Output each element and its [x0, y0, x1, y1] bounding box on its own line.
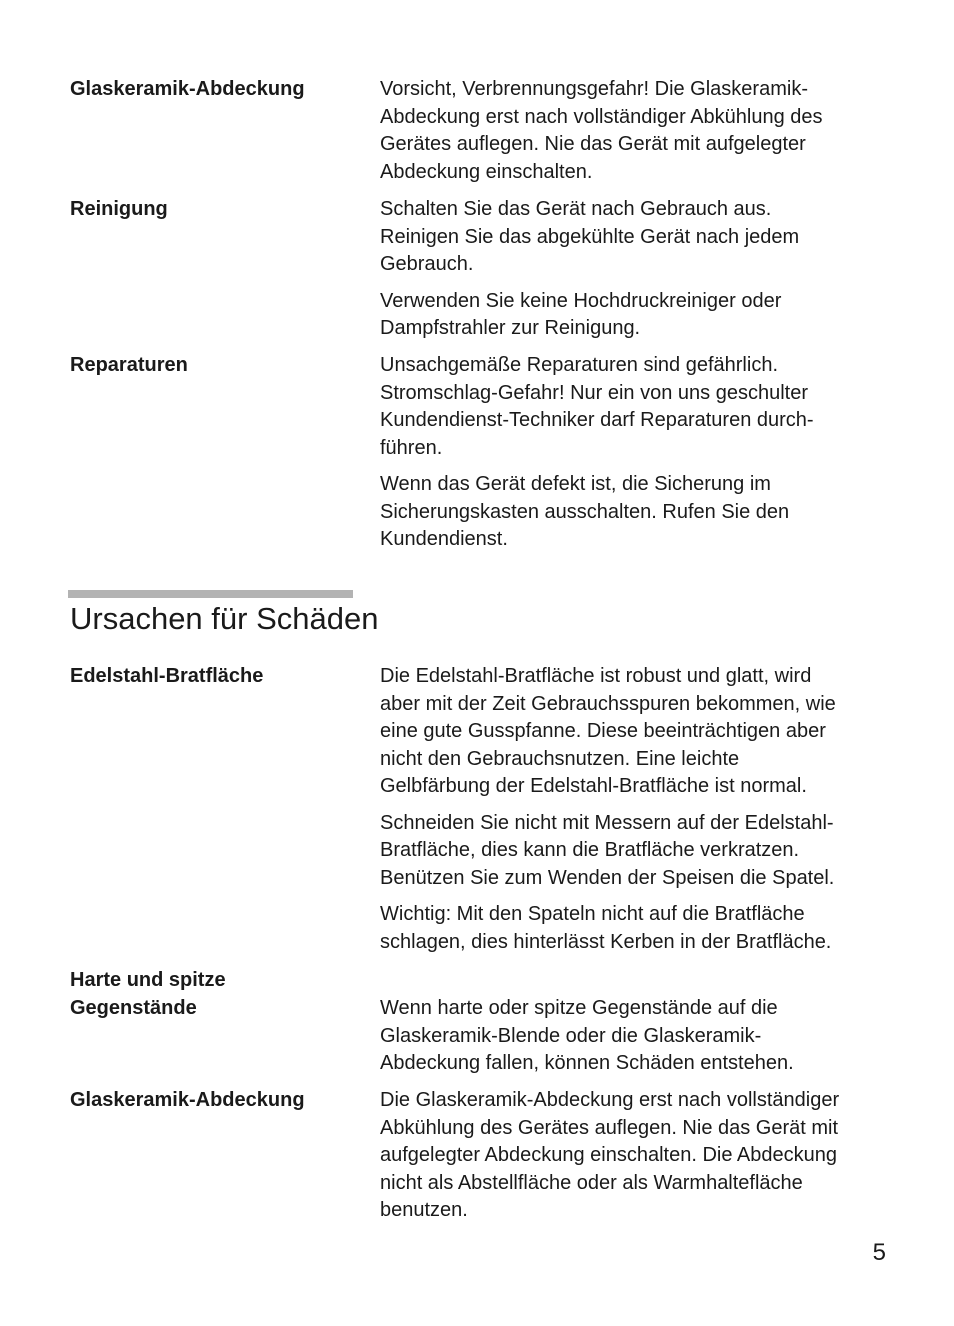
- entry-label: Edelstahl-Bratfläche: [70, 665, 264, 687]
- section-heading: Ursachen für Schäden: [70, 601, 379, 636]
- entry-label: Reparaturen: [70, 354, 188, 376]
- paragraph: Wenn harte oder spitze Gegenstände auf die Glaskeramik-Blende oder die Glaskeramik- Abdeckung fallen, können Schäden entstehen.: [380, 997, 794, 1074]
- paragraph: Vorsicht, Verbrennungsgefahr! Die Glaskeramik- Abdeckung erst nach vollständiger Abkühlung des Gerätes auflegen. Nie das Gerät mit aufgelegter Abdeckung einschalten.: [380, 78, 823, 183]
- entry-text: [380, 352, 880, 563]
- entry-label: Reinigung: [70, 198, 168, 220]
- paragraph: Wenn das Gerät defekt ist, die Sicherung im Sicherungskasten ausschalten. Rufen Sie den Kundendienst.: [380, 473, 790, 550]
- paragraph: Verwenden Sie keine Hochdruckreiniger oder Dampfstrahler zur Reinigung.: [380, 289, 782, 339]
- entry-text: [380, 663, 880, 965]
- entry-label: Glaskeramik-Abdeckung: [70, 1089, 305, 1111]
- entry-label: Harte und spitze Gegenstände: [70, 969, 226, 1019]
- paragraph: Die Edelstahl-Bratfläche ist robust und glatt, wird aber mit der Zeit Gebrauchsspuren bekommen, wie eine gute Gusspfanne. Diese beeinträchtigen aber nicht den Gebrauchsnutzen. Eine leichte Gelbfärbung der Edelstahl-Bratfläche ist normal.: [380, 665, 836, 797]
- page-number: 5: [872, 1239, 886, 1266]
- entry-text: [380, 995, 880, 1087]
- section-divider: [68, 590, 353, 598]
- paragraph: Schneiden Sie nicht mit Messern auf der Edelstahl- Bratfläche, dies kann die Bratfläche verkratzen. Benützen Sie zum Wenden der Speisen die Spatel.: [380, 811, 835, 889]
- entry-text: [380, 76, 880, 195]
- paragraph: Unsachgemäße Reparaturen sind gefährlich. Stromschlag-Gefahr! Nur ein von uns geschulter Kundendienst-Techniker darf Reparaturen durch- führen.: [380, 354, 814, 459]
- entry-label: Glaskeramik-Abdeckung: [70, 78, 305, 100]
- entry-text: [380, 1087, 880, 1234]
- paragraph: Schalten Sie das Gerät nach Gebrauch aus. Reinigen Sie das abgekühlte Gerät nach jedem Gebrauch.: [380, 198, 800, 275]
- entry-text: [380, 196, 880, 352]
- paragraph: Wichtig: Mit den Spateln nicht auf die Bratfläche schlagen, dies hinterlässt Kerben in der Bratfläche.: [380, 903, 832, 953]
- paragraph: Die Glaskeramik-Abdeckung erst nach vollständiger Abkühlung des Gerätes auflegen. Nie das Gerät mit aufgelegter Abdeckung einschalten. Die Abdeckung nicht als Abstellfläche oder als Warmhaltefläche benutzen.: [380, 1089, 840, 1221]
